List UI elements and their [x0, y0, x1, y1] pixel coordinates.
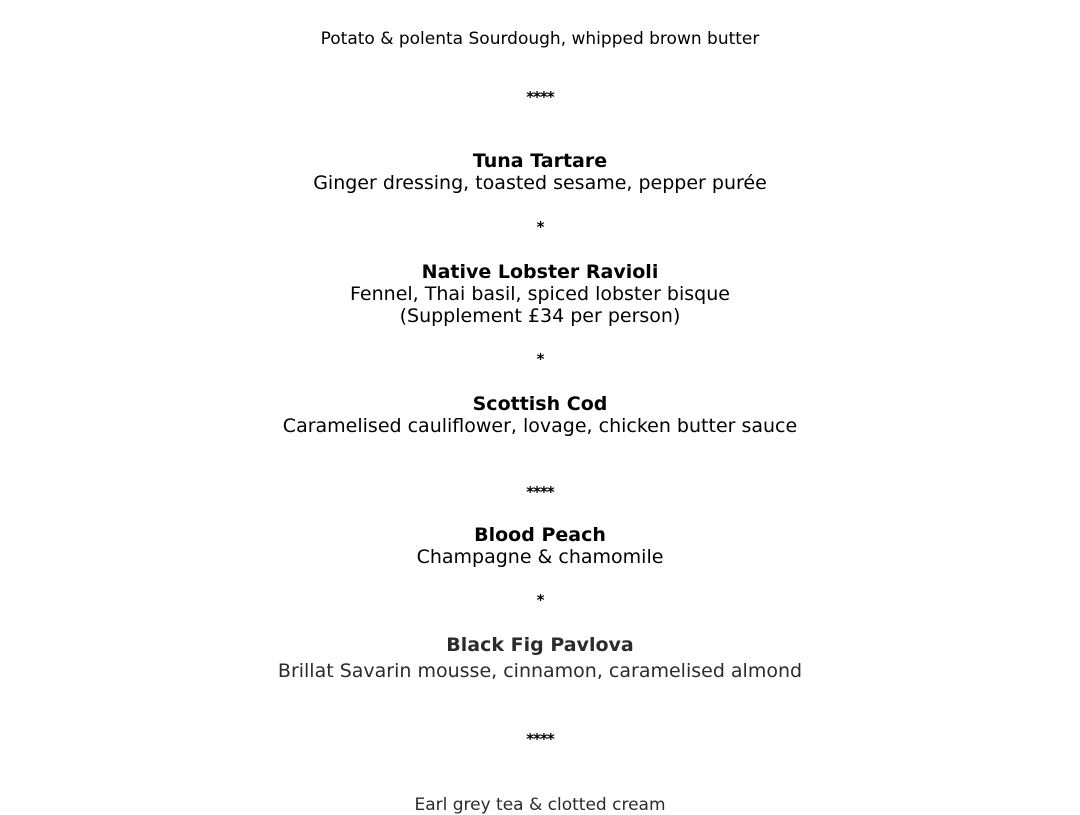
course-separator: **** — [526, 88, 554, 106]
dish-description: Champagne & chamomile — [416, 546, 664, 568]
course-separator: **** — [526, 730, 554, 748]
dish-title: Scottish Cod — [472, 393, 608, 415]
dish-title: Black Fig Pavlova — [446, 634, 634, 656]
dish-title: Tuna Tartare — [472, 150, 608, 172]
dish-separator: * — [536, 591, 544, 609]
dish-separator: * — [536, 218, 544, 236]
dish-description: Ginger dressing, toasted sesame, pepper purée — [313, 172, 767, 194]
bread-course: Potato & polenta Sourdough, whipped brown butter — [320, 29, 760, 49]
dish-title: Native Lobster Ravioli — [421, 261, 659, 283]
dish-description: Caramelised cauliflower, lovage, chicken butter sauce — [282, 415, 798, 437]
supplement-note: (Supplement £34 per person) — [399, 305, 681, 327]
dish-description: Fennel, Thai basil, spiced lobster bisque — [350, 283, 730, 305]
finish-course: Earl grey tea & clotted cream — [414, 795, 666, 815]
dish-title: Blood Peach — [474, 524, 606, 546]
course-separator: **** — [526, 483, 554, 501]
dish-description: Brillat Savarin mousse, cinnamon, caramelised almond — [277, 660, 803, 682]
dish-separator: * — [536, 350, 544, 368]
